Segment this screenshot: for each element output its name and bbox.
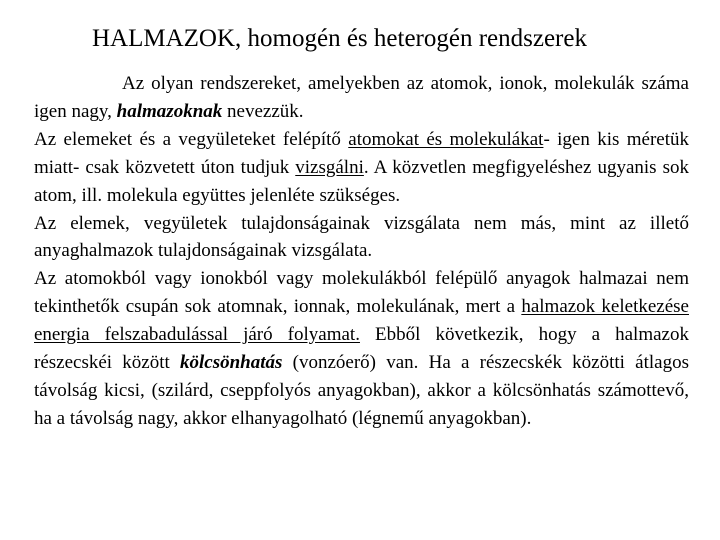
text-span: nevezzük. xyxy=(222,100,304,122)
slide-body xyxy=(34,70,689,433)
text-span: Az elemek, vegyületek tulajdonságainak vizsgálata nem más, mint az illető anyaghalmazok tulajdonságainak vizsgálata. xyxy=(34,212,689,262)
slide-title: HALMAZOK, homogén és heterogén rendszerek xyxy=(92,25,587,52)
paragraph-properties xyxy=(34,210,689,266)
term-halmazoknak: halmazoknak xyxy=(116,100,223,122)
text-span: (vonzóerő) van. Ha a részecskék közötti átlagos távolság kicsi, (szilárd, cseppfolyós anyagokban), akkor a kölcsönhatás számottevő, ha a távolság nagy, akkor elhanyagolható (légnemű anyagokban). xyxy=(34,352,689,429)
paragraph-definition xyxy=(34,70,689,126)
text-span: Az olyan rendszereket, amelyekben az atomok, ionok, molekulák száma igen nagy, xyxy=(34,73,689,122)
term-kolcsonhatas: kölcsönhatás xyxy=(180,352,283,374)
paragraph-atoms xyxy=(34,126,689,210)
underlined-energy-release: halmazok keletkezése energia felszabadulással járó folyamat. xyxy=(34,296,689,346)
paragraph-interaction xyxy=(34,265,689,432)
text-span: - igen kis méretük miatt- csak közvetett úton tudjuk xyxy=(34,128,689,178)
text-span: Az elemeket és a vegyületeket felépítő xyxy=(34,128,349,150)
text-span: Az atomokból vagy ionokból vagy molekulákból felépülő anyagok halmazai nem tekinthetők csupán sok atomnak, ionnak, molekulának, mert a xyxy=(34,268,689,318)
underlined-atoms-molecules: atomokat és molekulákat xyxy=(348,128,544,150)
underlined-vizsgalni: vizsgálni xyxy=(295,156,364,178)
text-span: Ebből következik, hogy a halmazok részecskéi között xyxy=(34,324,689,374)
text-span: . A közvetlen megfigyeléshez ugyanis sok atom, ill. molekula együttes jelenléte szükséges. xyxy=(34,156,689,206)
